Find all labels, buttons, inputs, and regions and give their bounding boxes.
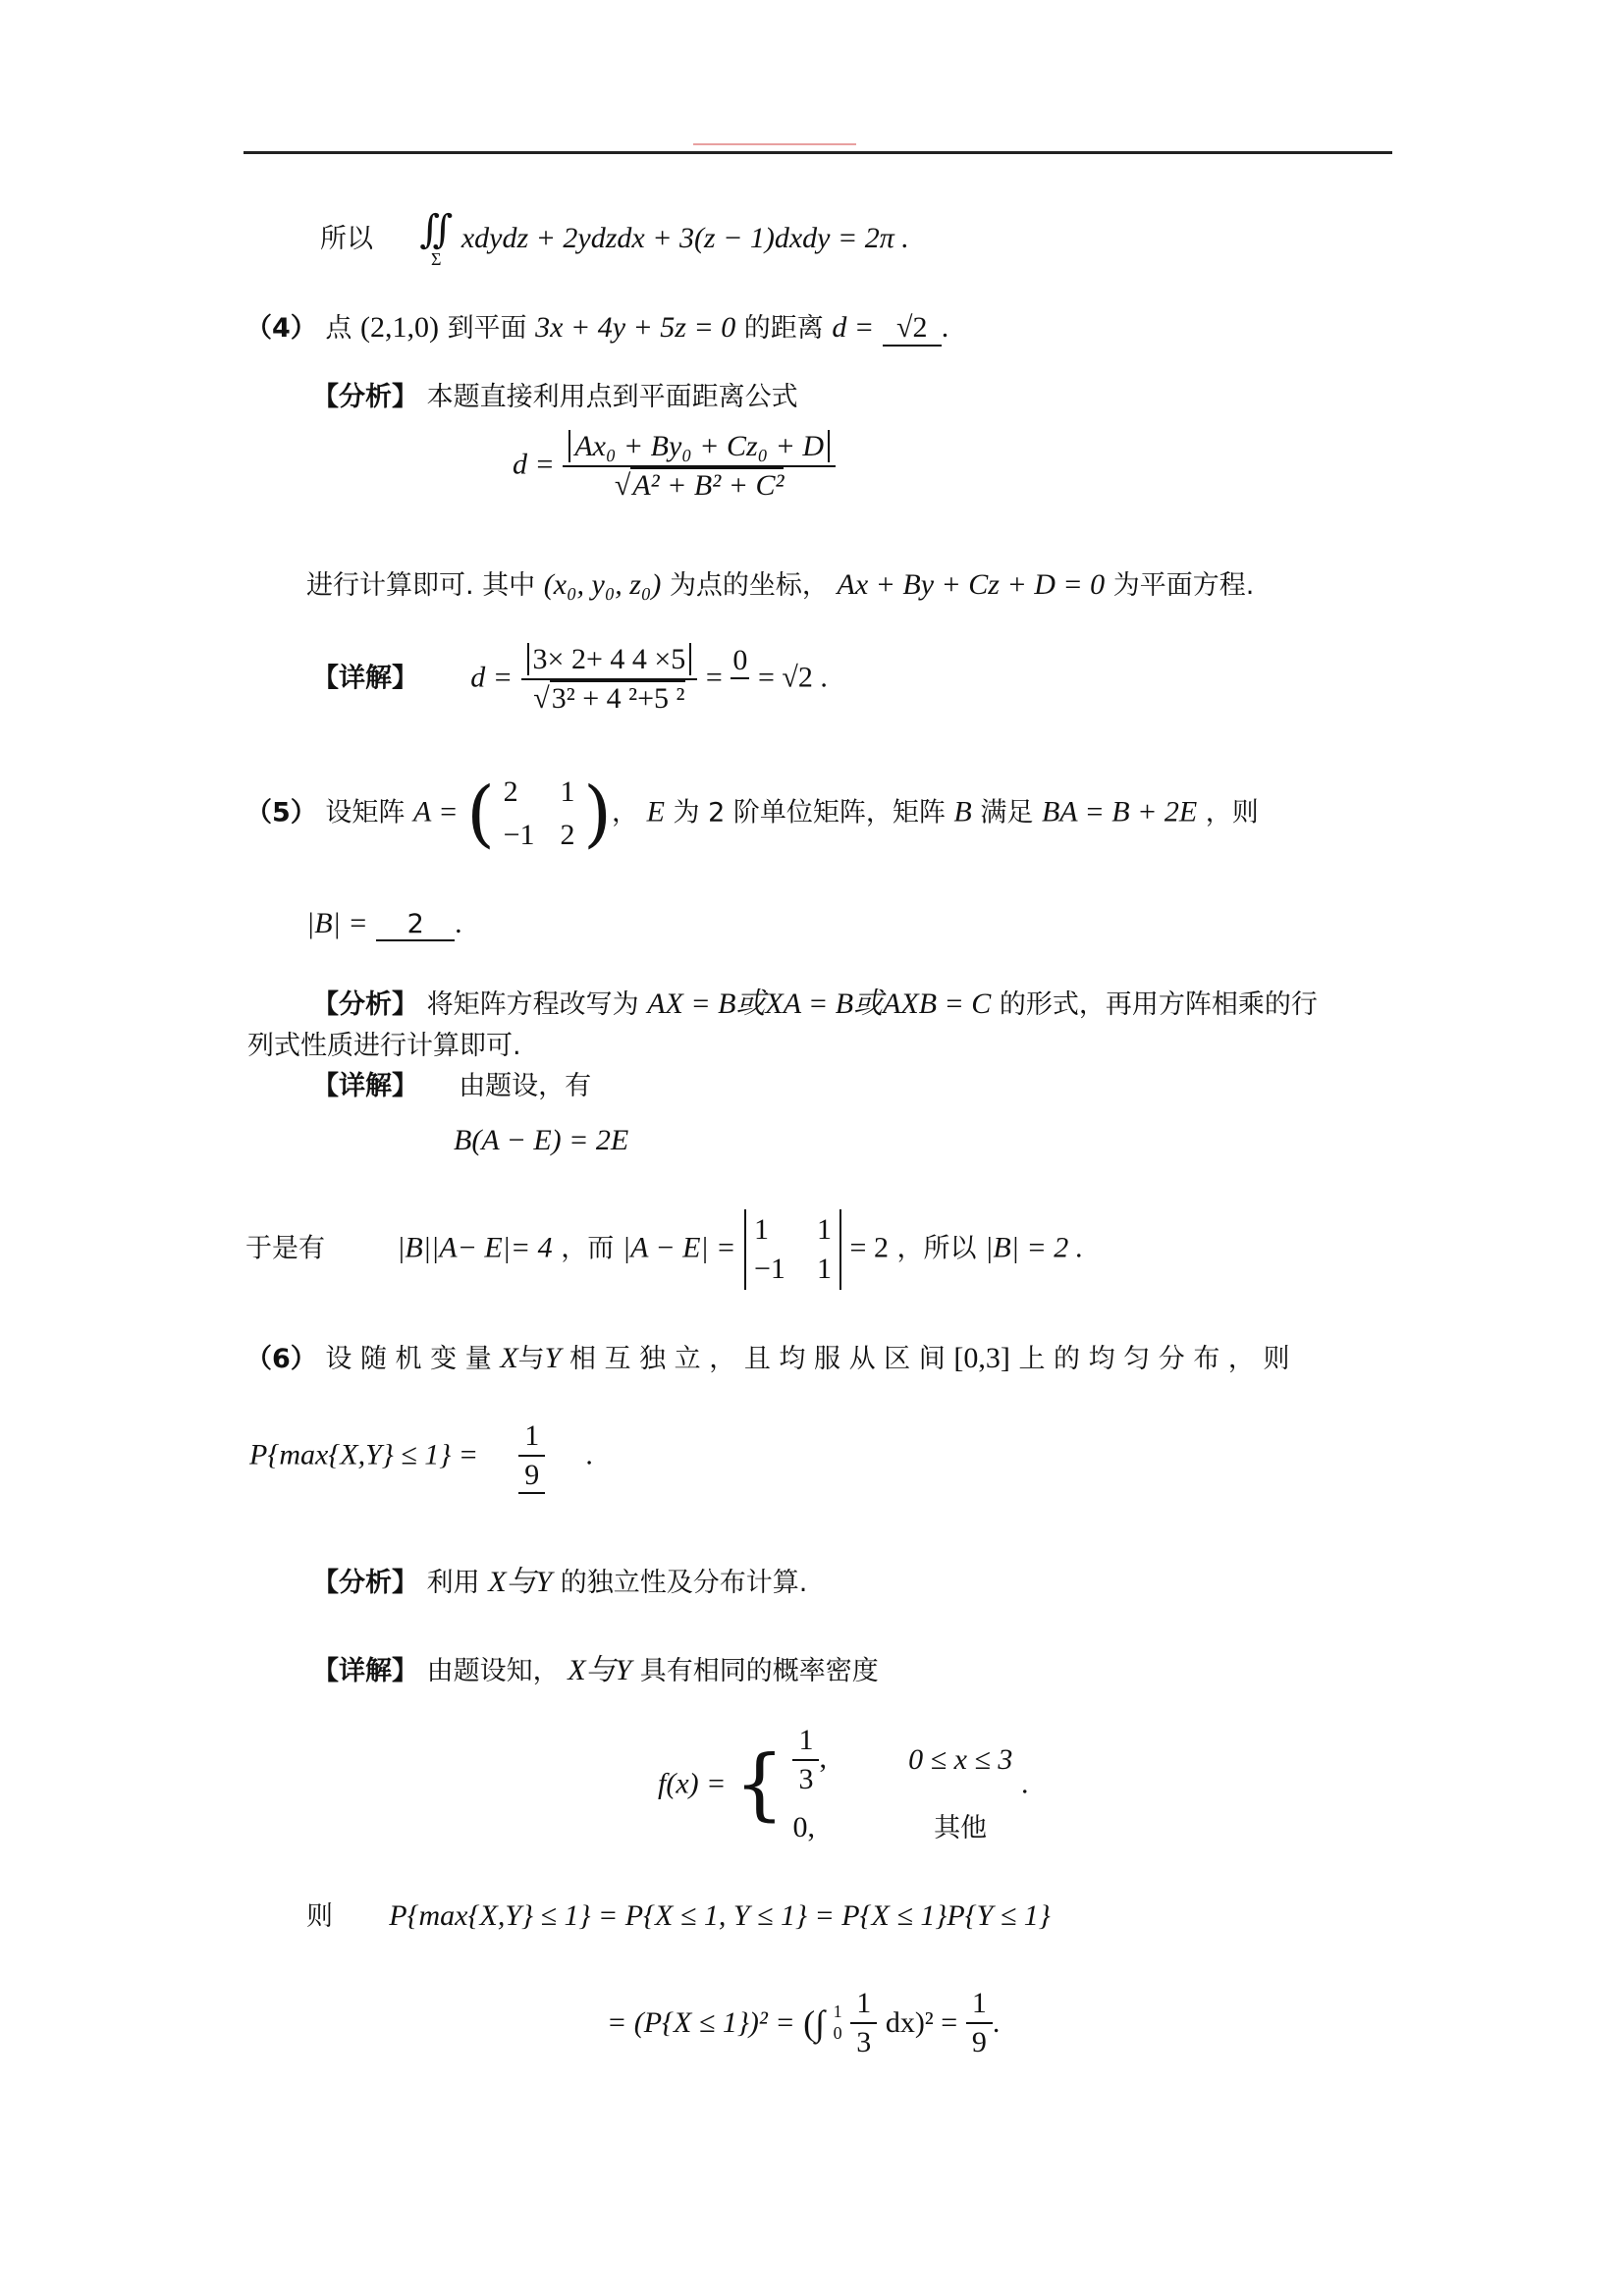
q6-interval: [0,3]	[953, 1342, 1010, 1374]
q5-text-c: 为 2 阶单位矩阵，矩阵	[673, 797, 946, 828]
integral-upper-limit: 1	[833, 2002, 842, 2022]
q6-Y: Y	[544, 1342, 562, 1374]
q4-answer: √2	[883, 311, 942, 347]
det-cell: −1	[754, 1253, 785, 1285]
line-c: ，而	[561, 1233, 615, 1264]
formula-lhs: d =	[513, 448, 555, 481]
q4-analysis-text: 本题直接利用点到平面距离公式	[426, 382, 798, 412]
q5-B: B	[953, 795, 972, 828]
q5-end: .	[455, 907, 462, 939]
q6-number: （6）	[245, 1344, 317, 1374]
solution-denominator: 3² + 4 ²+5 ²	[551, 682, 685, 715]
fx-end: .	[1021, 1767, 1029, 1800]
q4-text-b: 到平面	[447, 313, 527, 344]
case2-cond: 其他	[934, 1813, 988, 1843]
header-rule	[244, 151, 1392, 154]
line-d: |A − E| =	[622, 1231, 736, 1264]
q6-solution-tag: 【详解】	[312, 1656, 418, 1686]
q6-analysis-xy: X与Y	[488, 1566, 553, 1598]
integral-lower-limit: 0	[833, 2023, 842, 2043]
q4-end: .	[941, 311, 949, 344]
line-b: |B||A− E|= 4	[397, 1231, 553, 1264]
q4-analysis	[312, 375, 798, 413]
probability-derivation-1	[306, 1895, 1051, 1933]
q6-X: X	[500, 1342, 518, 1374]
note-plane: Ax + By + Cz + D = 0	[837, 568, 1106, 601]
note-b: 为点的坐标，	[669, 570, 829, 601]
q6-prob: P{max{X,Y} ≤ 1} =	[249, 1438, 479, 1471]
integral-open: (∫	[803, 2003, 826, 2043]
q5-E: E	[646, 795, 665, 828]
q4-solution-tag: 【详解】	[312, 663, 418, 694]
question-4	[245, 306, 948, 347]
q5-analysis	[312, 979, 1318, 1022]
matrix-cell: 1	[560, 775, 575, 808]
q4-text-c: 的距离	[743, 313, 824, 344]
matrix-cell: −1	[503, 819, 535, 851]
q5-analysis-text-a: 将矩阵方程改写为	[426, 989, 639, 1020]
result-num: 1	[966, 1987, 993, 2024]
line-a: 于是有	[245, 1233, 325, 1264]
q6-ans-num: 1	[518, 1419, 545, 1457]
q5-analysis-forms: AX = B或XA = B或AXB = C	[647, 988, 992, 1020]
q5-text-d: 满足	[980, 797, 1034, 828]
q4-d-eq: d =	[832, 311, 875, 344]
density-function	[658, 1724, 1029, 1844]
q5-det-b: |B| =	[306, 907, 368, 939]
q5-solution-eq: B(A − E) = 2E	[454, 1124, 629, 1156]
line-e: = 2	[849, 1231, 889, 1264]
q5-solution-line	[245, 1209, 1083, 1290]
q5-a-eq: A =	[412, 795, 459, 828]
solution-rhs: = √2 .	[758, 661, 828, 694]
q4-solution: 【详解】 d = $\frac{3\times 2+ 4 4 \times 5}{\text{√3² + 4 ²+5 ²}}$ = 0 = √2 .	[312, 643, 828, 715]
q5-text-a: 设矩阵	[325, 797, 406, 828]
q6-text-b: 相 互 独 立 ， 且 均 服 从 区 间	[568, 1344, 946, 1374]
q4-analysis-tag: 【分析】	[312, 382, 418, 412]
q5-solution-tag: 【详解】	[312, 1071, 418, 1101]
q5-analysis-tag: 【分析】	[312, 989, 418, 1020]
probability-derivation-2	[607, 1987, 1000, 2059]
q5-text-e: ，则	[1205, 797, 1259, 828]
integral-expression: xdydz + 2ydzdx + 3(z − 1)dxdy = 2π .	[460, 222, 909, 254]
note-coord: (x₀, y₀, z₀)	[543, 568, 662, 601]
q6-analysis	[312, 1557, 807, 1600]
q6-analysis-text-b: 的独立性及分布计算.	[560, 1568, 808, 1598]
question-5: （5） 设矩阵 A = ( 2 1 −1 2 )， E 为 2 阶单位矩阵，矩阵 B 满足 BA = B + 2E ，则	[245, 772, 1259, 856]
matrix-cell: 2	[503, 775, 518, 808]
integral-subscript: Σ	[430, 249, 442, 269]
q6-answer-line	[249, 1419, 593, 1494]
q4-point: (2,1,0)	[359, 311, 439, 344]
solution-lhs: d =	[470, 661, 513, 694]
det-cell: 1	[816, 1213, 832, 1246]
double-integral-sign: ∬	[419, 207, 454, 251]
derivation-line-2a: = (P{X ≤ 1})² =	[607, 2006, 795, 2039]
cases-brace: {	[733, 1737, 785, 1830]
solution-numerator: 3× 2+ 4 4 ×5	[527, 643, 692, 675]
line-g: |B| = 2 .	[985, 1231, 1084, 1264]
det-cell: 1	[816, 1253, 832, 1285]
then-text: 则	[306, 1901, 333, 1932]
case2-val: 0,	[792, 1811, 815, 1843]
q6-text: 设 随 机 变 量	[325, 1344, 492, 1374]
lead-text: 所以	[320, 224, 373, 254]
q6-yu: 与	[517, 1344, 545, 1374]
note-c: 为平面方程.	[1112, 570, 1255, 601]
line-f: ，所以	[896, 1233, 977, 1264]
case1-num: 1	[792, 1724, 819, 1761]
q5-number: （5）	[245, 797, 317, 828]
matrix-cell: 2	[560, 819, 575, 851]
integrand-num: 1	[850, 1987, 877, 2024]
integrand-den: 3	[856, 2026, 872, 2058]
q6-end: .	[585, 1438, 593, 1471]
q4-number: （4）	[245, 313, 317, 344]
question-6	[245, 1337, 1290, 1375]
fx-lhs: f(x) =	[658, 1767, 727, 1800]
derivation-end: .	[992, 2006, 1001, 2039]
q6-solution-xy: X与Y	[568, 1654, 632, 1686]
q6-solution	[312, 1645, 879, 1688]
q4-plane: 3x + 4y + 5z = 0	[535, 311, 736, 344]
q5-solution-text: 由题设，有	[459, 1071, 592, 1101]
q5-analysis-text-b: 的形式，再用方阵相乘的行	[999, 989, 1318, 1020]
q5-answer-line	[306, 907, 462, 941]
case1-cond: 0 ≤ x ≤ 3	[908, 1743, 1013, 1776]
solution-mid: 0	[731, 644, 749, 679]
q6-text-c: 上 的 均 匀 分 布 ， 则	[1018, 1344, 1290, 1374]
q6-solution-text-b: 具有相同的概率密度	[639, 1656, 879, 1686]
case1-comma: ,	[819, 1741, 827, 1775]
q6-analysis-tag: 【分析】	[312, 1568, 418, 1598]
result-den: 9	[971, 2026, 987, 2058]
q5-answer: 2	[376, 909, 455, 941]
q6-solution-text-a: 由题设知，	[426, 1656, 560, 1686]
formula-numerator: Ax₀ + By₀ + Cz₀ + D	[568, 430, 830, 462]
q5-text-b: ，	[611, 797, 638, 828]
integral-result-line	[320, 207, 909, 270]
case1-den: 3	[798, 1763, 814, 1795]
q5-solution	[312, 1064, 591, 1102]
note-a: 进行计算即可. 其中	[306, 570, 536, 601]
matrix-A	[504, 775, 575, 852]
formula-denominator: A² + B² + C²	[632, 469, 785, 502]
derivation-line-1: P{max{X,Y} ≤ 1} = P{X ≤ 1, Y ≤ 1} = P{X ≤ 1}P{Y ≤ 1}	[389, 1899, 1051, 1932]
header-accent-line	[693, 143, 856, 145]
q5-analysis-text-c: 列式性质进行计算即可.	[247, 1031, 521, 1061]
q6-analysis-text-a: 利用	[426, 1568, 480, 1598]
det-cell: 1	[754, 1213, 770, 1246]
q5-eq: BA = B + 2E	[1041, 795, 1198, 828]
q6-ans-den: 9	[524, 1459, 540, 1491]
q4-text-a: 点	[325, 313, 352, 344]
distance-formula: d = $\frac{\text{Ax₀ + By₀ + Cz₀ + D}}{\text{√A² + B² + C²}}$	[513, 430, 836, 503]
determinant-A-minus-E	[744, 1209, 841, 1290]
derivation-line-2c: dx)² =	[885, 2006, 958, 2039]
q4-analysis-note	[306, 563, 1254, 602]
